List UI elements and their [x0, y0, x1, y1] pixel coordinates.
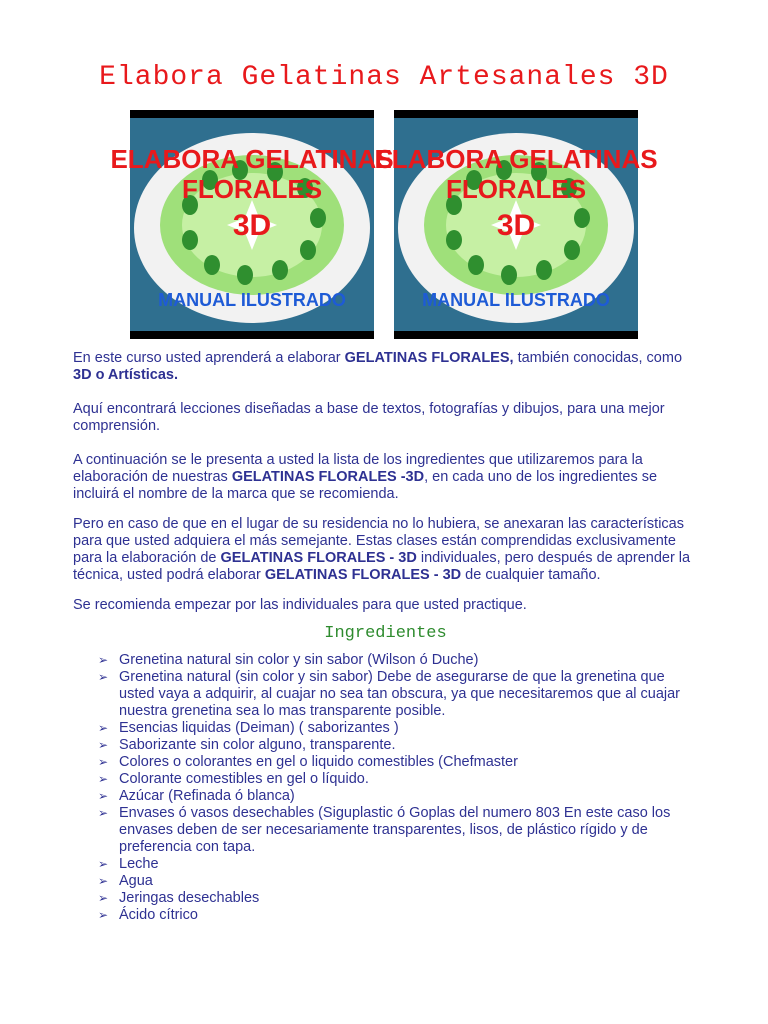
list-item: ➢ Ácido cítrico [98, 907, 198, 923]
arrow-bullet-icon: ➢ [98, 653, 109, 667]
arrow-bullet-icon: ➢ [98, 738, 109, 752]
arrow-bullet-icon: ➢ [98, 755, 109, 769]
list-item: ➢ Agua [98, 873, 153, 889]
cover-line3: 3D [496, 209, 536, 242]
list-item: ➢ Colores o colorantes en gel o liquido comestibles (Chefmaster [98, 754, 518, 770]
list-item: ➢ Azúcar (Refinada ó blanca) [98, 788, 295, 804]
cover-line2: FLORALES [445, 174, 587, 204]
arrow-bullet-icon: ➢ [98, 857, 109, 871]
arrow-bullet-icon: ➢ [98, 670, 109, 684]
arrow-bullet-icon: ➢ [98, 789, 109, 803]
paragraph-ingredients-intro: A continuación se le presenta a usted la lista de los ingredientes que utilizaremos para la elaboración de nuestras GELATINAS FLORALES -3D, en cada uno de los ingredientes se incluirá el nombre de la marca que se recomienda. [73, 452, 658, 502]
list-item: ➢ Leche [98, 856, 159, 872]
paragraph-alternatives: Pero en caso de que en el lugar de su residencia no lo hubiera, se anexaran las características para que usted adquiera el más semejante. Estas clases están comprendidas exclusivamente para la elaboración de GELATINAS FLORALES - 3D individuales, pero después de aprender la técnica, usted podrá elaborar GELATINAS FLORALES - 3D de cualquier tamaño. [73, 516, 691, 583]
arrow-bullet-icon: ➢ [98, 772, 109, 786]
arrow-bullet-icon: ➢ [98, 908, 109, 922]
ingredients-heading: Ingredientes [324, 624, 447, 643]
arrow-bullet-icon: ➢ [98, 874, 109, 888]
arrow-bullet-icon: ➢ [98, 891, 109, 905]
paragraph-lessons: Aquí encontrará lecciones diseñadas a base de textos, fotografías y dibujos, para una mejor comprensión. [73, 401, 665, 434]
list-item: ➢ Saborizante sin color alguno, transparente. [98, 737, 396, 753]
cover-image-right [374, 110, 658, 339]
document-body [73, 350, 698, 924]
cover-image-left [110, 110, 394, 339]
cover-line2: FLORALES [181, 174, 323, 204]
cover-line4: MANUAL ILUSTRADO [158, 290, 346, 310]
paragraph-intro: En este curso usted aprenderá a elaborar GELATINAS FLORALES, también conocidas, como 3D o Artísticas. [73, 350, 683, 383]
list-item: ➢ Grenetina natural sin color y sin sabor (Wilson ó Duche) [98, 652, 479, 668]
cover-line1: ELABORA GELATINAS [374, 144, 658, 174]
list-item: ➢ Esencias liquidas (Deiman) ( saborizantes ) [98, 720, 399, 736]
arrow-bullet-icon: ➢ [98, 721, 109, 735]
ingredients-list [73, 652, 698, 924]
cover-line4: MANUAL ILUSTRADO [422, 290, 610, 310]
page-title: Elabora Gelatinas Artesanales 3D [99, 62, 669, 93]
cover-line3: 3D [232, 209, 272, 242]
list-item: ➢ Grenetina natural (sin color y sin sabor) Debe de asegurarse de que la grenetina que usted vaya a adquirir, al cuajar no sea tan obscura, ya que necesitaremos que al cuajar nuestra grenetina sea lo mas transparente posible. [98, 669, 681, 719]
arrow-bullet-icon: ➢ [98, 806, 109, 820]
list-item: ➢ Envases ó vasos desechables (Siguplastic ó Goplas del numero 803 En este caso los envases deben de ser necesariamente transparentes, lisos, de plástico rígido y de preferencia con tapa. [98, 805, 671, 855]
list-item: ➢ Colorante comestibles en gel o líquido. [98, 771, 369, 787]
cover-line1: ELABORA GELATINAS [110, 144, 394, 174]
paragraph-recommendation: Se recomienda empezar por las individuales para que usted practique. [73, 597, 527, 613]
list-item: ➢ Jeringas desechables [98, 890, 260, 906]
